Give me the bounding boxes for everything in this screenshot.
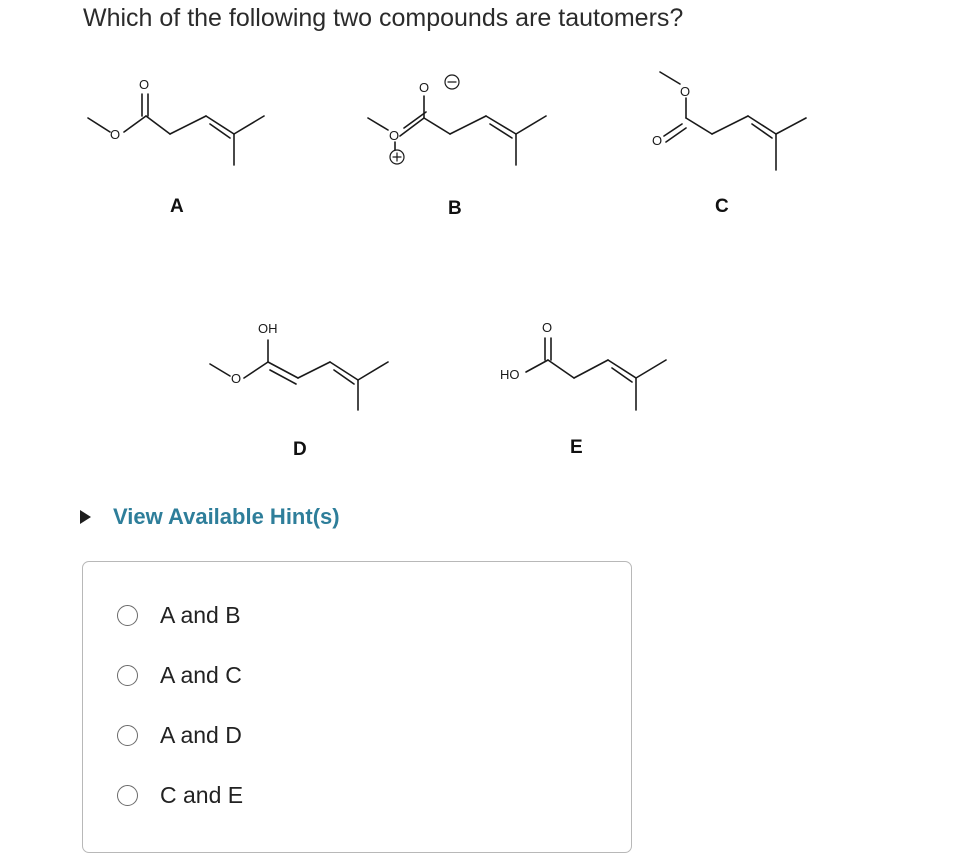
structure-e-atom: O <box>542 320 553 335</box>
expand-triangle-icon <box>80 510 91 524</box>
compound-label-a: A <box>170 196 184 217</box>
radio-button[interactable] <box>117 605 138 626</box>
structure-d-atom: OH <box>258 321 278 336</box>
structure-e-atom: HO <box>500 367 520 382</box>
option-label: A and D <box>160 722 242 748</box>
structure-b <box>368 75 546 165</box>
option-a-and-d[interactable] <box>117 722 242 749</box>
option-a-and-c[interactable] <box>117 662 242 689</box>
structure-c-atom: O <box>680 84 691 99</box>
structure-a-atom: O <box>139 77 150 92</box>
view-hints-toggle[interactable] <box>80 504 340 530</box>
structure-e <box>526 338 666 410</box>
option-label: C and E <box>160 782 244 808</box>
option-a-and-b[interactable] <box>117 602 241 629</box>
structure-b-atom: O <box>419 80 430 95</box>
option-label: A and C <box>160 662 242 688</box>
structure-a-atom: O <box>110 127 121 142</box>
view-hints-link[interactable]: View Available Hint(s) <box>113 504 340 529</box>
compound-label-d: D <box>293 439 307 460</box>
structure-b-atom: O <box>389 128 400 143</box>
compound-label-c: C <box>715 196 729 217</box>
structure-c-atom: O <box>652 133 663 148</box>
question-text: Which of the following two compounds are tautomers? <box>83 4 684 32</box>
radio-button[interactable] <box>117 665 138 686</box>
radio-button[interactable] <box>117 785 138 806</box>
option-label: A and B <box>160 602 241 628</box>
compound-label-b: B <box>448 198 462 219</box>
answer-choices-box <box>82 561 632 853</box>
option-c-and-e[interactable] <box>117 782 243 809</box>
structure-d-atom: O <box>231 371 242 386</box>
compound-label-e: E <box>570 437 583 458</box>
radio-button[interactable] <box>117 725 138 746</box>
